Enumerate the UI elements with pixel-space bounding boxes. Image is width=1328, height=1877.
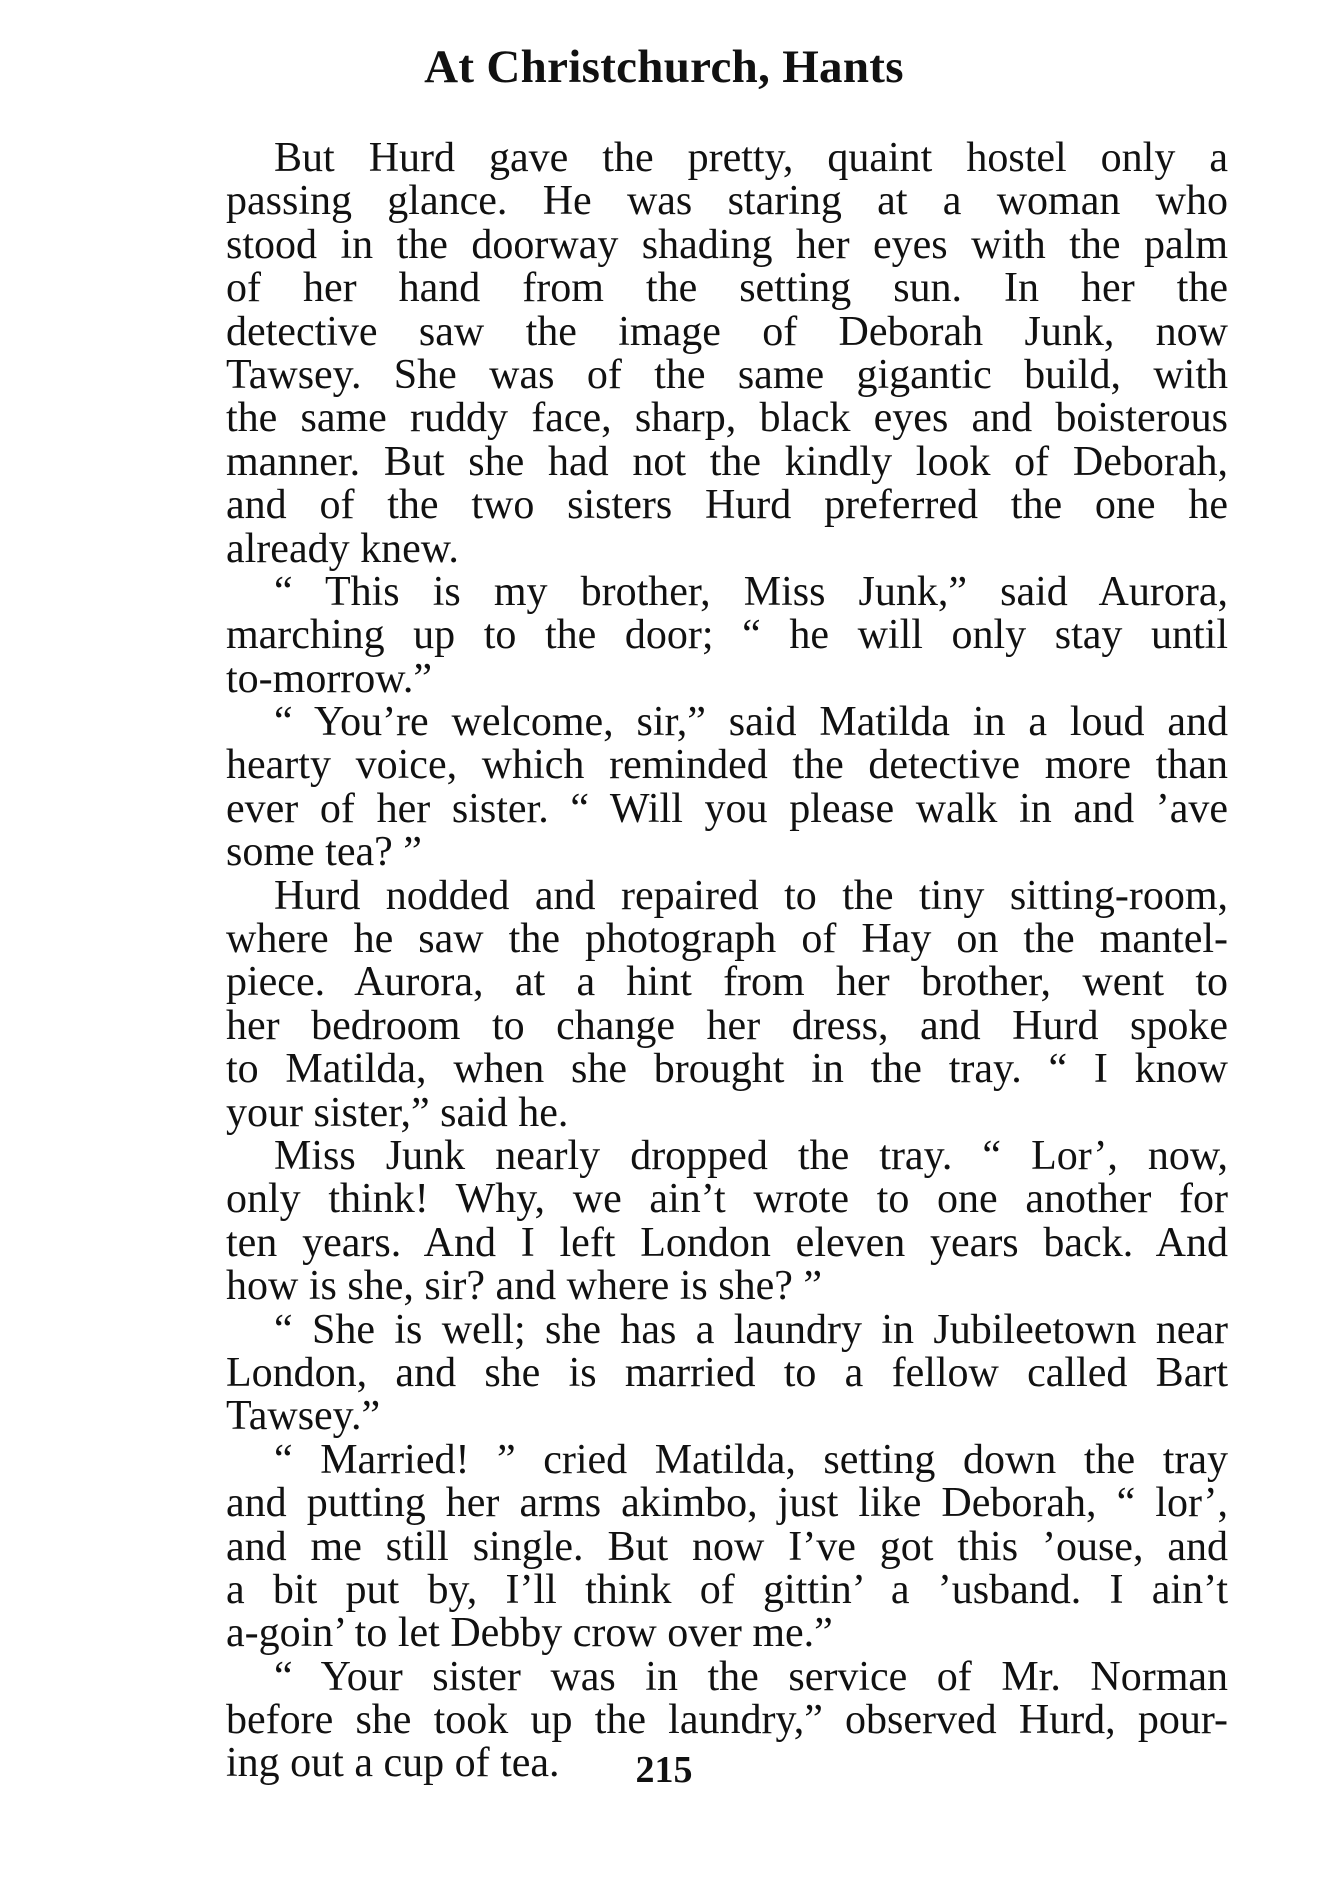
text-line: and putting her arms akimbo, just like Deborah, “ lor’, — [226, 1480, 1228, 1527]
text-line: to-morrow.” — [226, 655, 433, 702]
text-line: her bedroom to change her dress, and Hurd spoke — [226, 1002, 1228, 1049]
text-line: “ She is well; she has a laundry in Jubileetown near — [274, 1306, 1228, 1353]
text-line: London, and she is married to a fellow called Bart — [226, 1349, 1228, 1396]
text-line: Hurd nodded and repaired to the tiny sitting-room, — [274, 872, 1228, 919]
text-line: Tawsey. She was of the same gigantic build, with — [226, 351, 1228, 398]
text-line: already knew. — [226, 525, 459, 572]
text-line: detective saw the image of Deborah Junk, now — [226, 308, 1228, 355]
text-line: ten years. And I left London eleven years back. And — [226, 1219, 1228, 1266]
text-line: the same ruddy face, sharp, black eyes and boisterous — [226, 395, 1228, 442]
text-line: a bit put by, I’ll think of gittin’ a ’usband. I ain’t — [226, 1566, 1228, 1613]
text-line: piece. Aurora, at a hint from her brother, went to — [226, 959, 1228, 1006]
page-number: 215 — [635, 1749, 693, 1791]
text-line: and me still single. But now I’ve got this ’ouse, and — [226, 1523, 1228, 1570]
text-line: before she took up the laundry,” observed Hurd, pour- — [226, 1697, 1228, 1744]
text-line: “ This is my brother, Miss Junk,” said Aurora, — [274, 568, 1228, 615]
text-line: ever of her sister. “ Will you please walk in and ’ave — [226, 785, 1228, 832]
text-line: hearty voice, which reminded the detective more than — [226, 742, 1228, 789]
text-line: ing out a cup of tea. — [226, 1740, 560, 1787]
running-head: At Christchurch, Hants — [424, 41, 904, 93]
text-line: how is she, sir? and where is she? ” — [226, 1263, 822, 1310]
text-line: passing glance. He was staring at a woman who — [226, 178, 1228, 225]
text-line: Tawsey.” — [226, 1393, 381, 1440]
text-line: a-goin’ to let Debby crow over me.” — [226, 1610, 833, 1657]
text-line: “ You’re welcome, sir,” said Matilda in a loud and — [274, 699, 1228, 746]
body-text — [226, 137, 1228, 1786]
text-line: “ Married! ” cried Matilda, setting down the tray — [274, 1436, 1228, 1483]
text-line: where he saw the photograph of Hay on the mantel- — [226, 916, 1228, 963]
text-line: manner. But she had not the kindly look of Deborah, — [226, 438, 1228, 485]
text-line: your sister,” said he. — [226, 1089, 569, 1136]
text-line: and of the two sisters Hurd preferred the one he — [226, 482, 1228, 529]
text-line: marching up to the door; “ he will only stay until — [226, 612, 1228, 659]
text-line: only think! Why, we ain’t wrote to one another for — [226, 1176, 1228, 1223]
text-line: of her hand from the setting sun. In her the — [226, 265, 1228, 312]
text-line: “ Your sister was in the service of Mr. Norman — [274, 1653, 1228, 1700]
text-line: some tea? ” — [226, 829, 422, 876]
text-line: stood in the doorway shading her eyes with the palm — [226, 221, 1228, 268]
text-line: Miss Junk nearly dropped the tray. “ Lor’, now, — [274, 1132, 1228, 1179]
text-line: to Matilda, when she brought in the tray. “ I know — [226, 1046, 1228, 1093]
text-line: But Hurd gave the pretty, quaint hostel only a — [274, 135, 1228, 181]
